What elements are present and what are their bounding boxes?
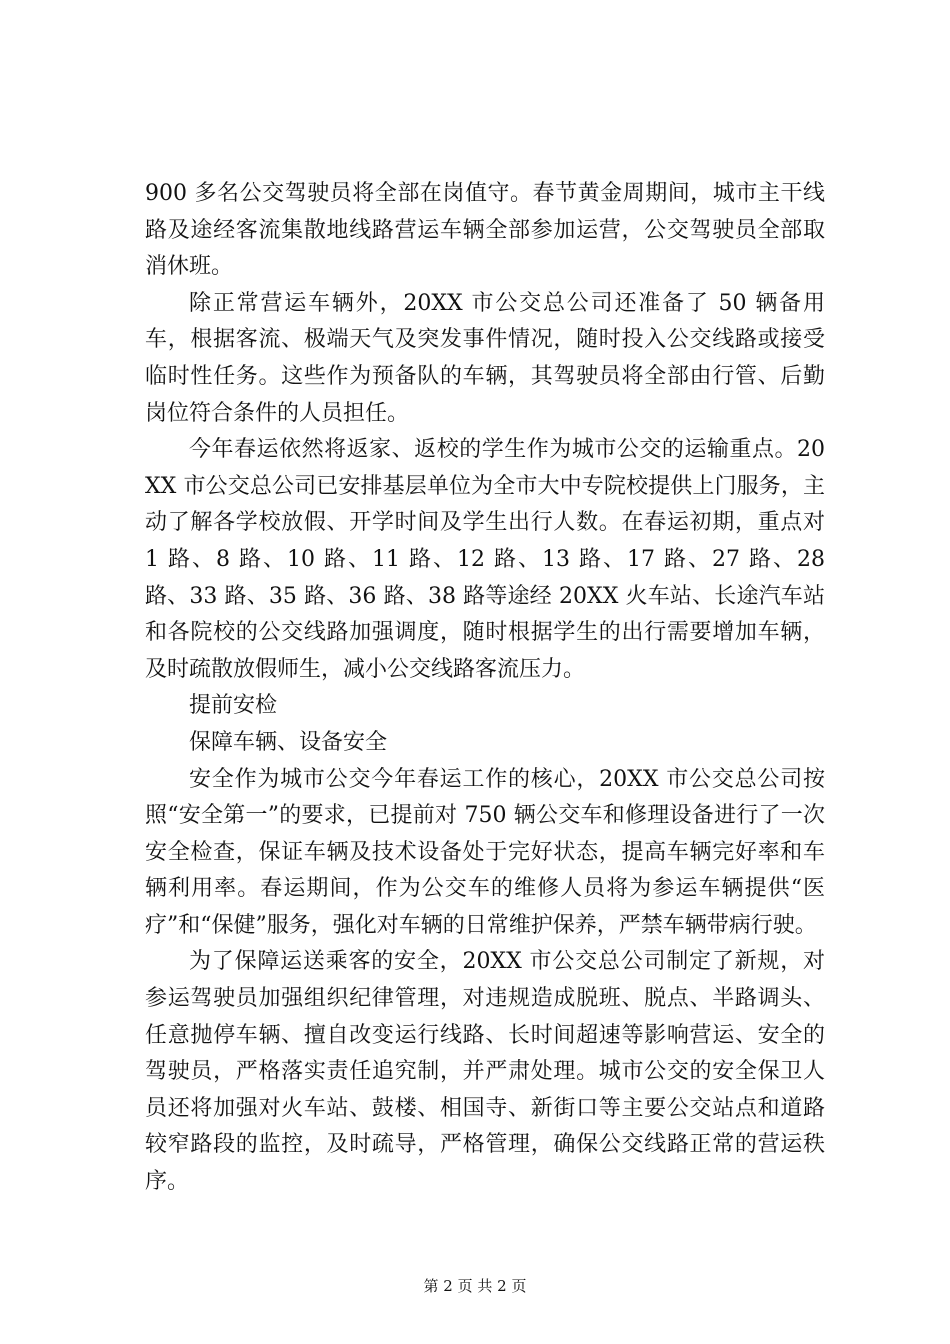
- paragraph: 今年春运依然将返家、返校的学生作为城市公交的运输重点。20XX 市公交总公司已安排基层单位为全市大中专院校提供上门服务，主动了解各学校放假、开学时间及学生出行人数。在春运初期，重点对 1 路、8 路、10 路、11 路、12 路、13 路、17 路、27 路、28 路、33 路、35 路、36 路、38 路等途经 20XX 火车站、长途汽车站和各院校的公交线路加强调度，随时根据学生的出行需要增加车辆，及时疏散放假师生，减小公交线路客流压力。: [145, 437, 825, 682]
- paragraph: 除正常营运车辆外，20XX 市公交总公司还准备了 50 辆备用车，根据客流、极端天气及突发事件情况，随时投入公交线路或接受临时性任务。这些作为预备队的车辆，其驾驶员将全部由行管、后勤岗位符合条件的人员担任。: [145, 290, 825, 426]
- section-subheading: 保障车辆、设备安全: [189, 729, 388, 755]
- paragraph: 安全作为城市公交今年春运工作的核心，20XX 市公交总公司按照“安全第一”的要求，已提前对 750 辆公交车和修理设备进行了一次安全检查，保证车辆及技术设备处于完好状态，提高车辆完好率和车辆利用率。春运期间，作为公交车的维修人员将为参运车辆提供“医疗”和“保健”服务，强化对车辆的日常维护保养，严禁车辆带病行驶。: [145, 766, 825, 938]
- section-heading: 提前安检: [189, 693, 278, 719]
- page-footer: [0, 1276, 950, 1296]
- page-number: 第 2 页 共 2 页: [423, 1277, 527, 1295]
- document-body: [145, 176, 825, 1201]
- paragraph: 为了保障运送乘客的安全，20XX 市公交总公司制定了新规，对参运驾驶员加强组织纪律管理，对违规造成脱班、脱点、半路调头、任意抛停车辆、擅自改变运行线路、长时间超速等影响营运、安全的驾驶员，严格落实责任追究制，并严肃处理。城市公交的安全保卫人员还将加强对火车站、鼓楼、相国寺、新街口等主要公交站点和道路较窄路段的监控，及时疏导，严格管理，确保公交线路正常的营运秩序。: [145, 949, 825, 1195]
- paragraph: 900 多名公交驾驶员将全部在岗值守。春节黄金周期间，城市主干线路及途经客流集散地线路营运车辆全部参加运营，公交驾驶员全部取消休班。: [145, 181, 825, 280]
